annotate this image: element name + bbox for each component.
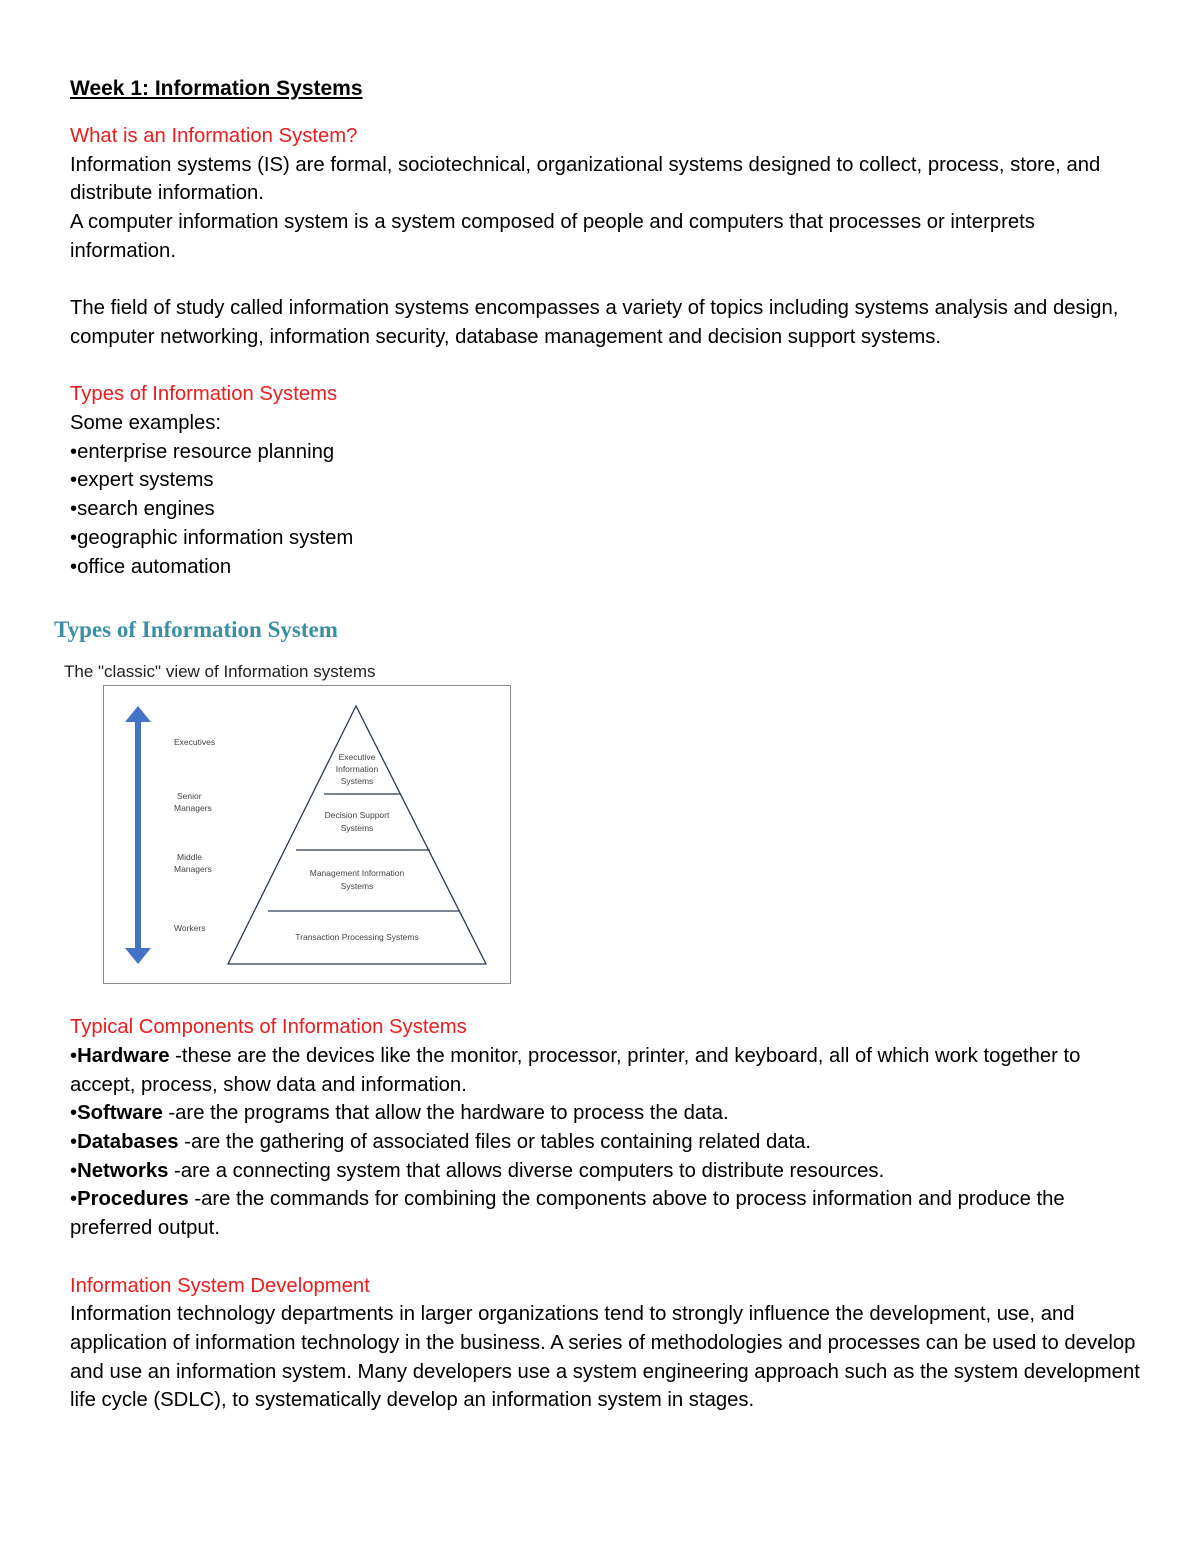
tier-mis-2: Systems bbox=[340, 881, 374, 891]
tier-eis-3: Systems bbox=[340, 776, 374, 786]
section-heading-what-is-is: What is an Information System? bbox=[70, 125, 358, 147]
term: Software bbox=[77, 1102, 163, 1125]
tier-dss-1: Decision Support bbox=[324, 810, 390, 820]
paragraph: The field of study called information systems encompasses a variety of topics including systems analysis and design, computer networking, information security, database management and decision support systems. bbox=[70, 297, 1119, 348]
list-item: •Networks -are a connecting system that allows diverse computers to distribute resources. bbox=[70, 1159, 885, 1182]
list-intro: Some examples: bbox=[70, 412, 222, 434]
paragraph: A computer information system is a system composed of people and computers that processes or interprets information. bbox=[70, 211, 1035, 262]
document-title: Week 1: Information Systems bbox=[70, 77, 363, 100]
list-item: •Hardware -these are the devices like the monitor, processor, printer, and keyboard, all of which work together to accept, process, show data and information. bbox=[70, 1044, 1081, 1096]
examples-list bbox=[70, 438, 1140, 582]
list-item: •expert systems bbox=[70, 469, 214, 492]
list-item: •geographic information system bbox=[70, 526, 354, 549]
term: Networks bbox=[77, 1159, 169, 1182]
tier-eis-1: Executive bbox=[338, 752, 376, 762]
term: Hardware bbox=[77, 1044, 170, 1067]
types-of-is-figure bbox=[54, 614, 534, 994]
list-item: •enterprise resource planning bbox=[70, 440, 335, 463]
tier-dss-2: Systems bbox=[340, 823, 374, 833]
tier-eis-2: Information bbox=[335, 764, 379, 774]
section-heading-types: Types of Information Systems bbox=[70, 383, 338, 406]
level-executives: Executives bbox=[174, 737, 216, 747]
list-item: •Databases -are the gathering of associated files or tables containing related data. bbox=[70, 1131, 812, 1154]
list-item: •search engines bbox=[70, 498, 215, 521]
double-arrow-icon bbox=[125, 706, 151, 964]
paragraph: Information systems (IS) are formal, sociotechnical, organizational systems designed to collect, process, store, and distribute information. bbox=[70, 153, 1101, 205]
list-item: •Software -are the programs that allow the hardware to process the data. bbox=[70, 1102, 729, 1125]
term: Databases bbox=[77, 1131, 179, 1154]
figure-subtitle: The "classic" view of Information systems bbox=[64, 662, 376, 681]
pyramid-diagram bbox=[103, 685, 511, 984]
tier-mis-1: Management Information bbox=[309, 868, 405, 878]
components-list bbox=[70, 1042, 1140, 1243]
level-middle-managers: Managers bbox=[174, 864, 212, 874]
level-workers: Workers bbox=[174, 923, 206, 933]
pyramid bbox=[228, 706, 486, 964]
level-senior-managers: Managers bbox=[174, 803, 212, 813]
section-heading-development: Information System Development bbox=[70, 1274, 370, 1297]
level-middle: Middle bbox=[177, 852, 203, 862]
list-item: •Procedures -are the commands for combining the components above to process information and produce the preferred output. bbox=[70, 1188, 1065, 1240]
section-heading-components: Typical Components of Information Systems bbox=[70, 1016, 467, 1039]
term: Procedures bbox=[77, 1188, 189, 1211]
level-senior: Senior bbox=[177, 791, 202, 801]
list-item: •office automation bbox=[70, 555, 232, 578]
tier-tps: Transaction Processing Systems bbox=[295, 932, 419, 942]
figure-title: Types of Information System bbox=[54, 617, 338, 642]
paragraph: Information technology departments in larger organizations tend to strongly influence the development, use, and application of information technology in the business. A series of methodologies and processes can be used to develop and use an information system. Many developers use a system engineering approach such as the system development life cycle (SDLC), to systematically develop an information system in stages. bbox=[70, 1303, 1140, 1412]
